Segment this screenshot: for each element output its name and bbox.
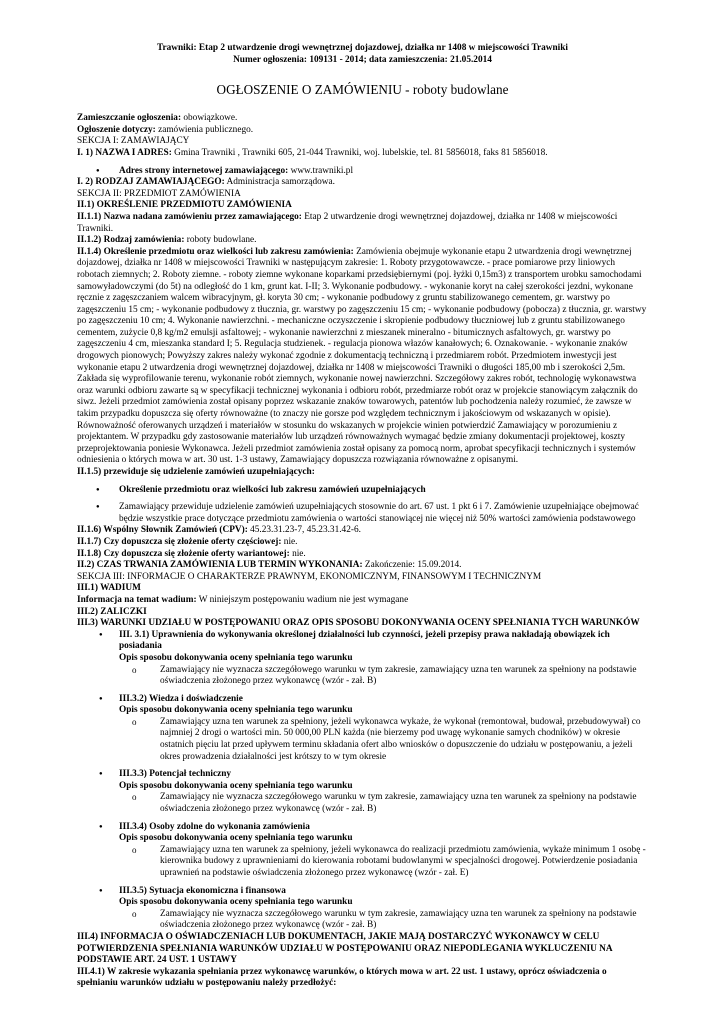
notice-concerns: Ogłoszenie dotyczy: zamówienia publicznego. xyxy=(77,124,254,135)
section-3-heading: SEKCJA III: INFORMACJE O CHARAKTERZE PRAWNYM, EKONOMICZNYM, FINANSOWYM I TECHNICZNYM xyxy=(77,571,542,582)
supplementary-bullet-2: ● Zamawiający przewiduje udzielenie zamówień uzupełniających stosownie do art. 67 ust. 1 pkt 6 i 7. Zamówienie uzupełniające obejmować będzie wszystkie prace dotyczące przedmiotu zamówienia o wartości stanowiącej nie więcej niż 50% wartości zamówienia podstawowego xyxy=(77,502,648,525)
condition-3: ● III.3.3) Potencjał techniczny Opis sposobu dokonywania oceny spełniania tego warunku xyxy=(77,769,648,792)
contract-scope: II.1.4) Określenie przedmiotu oraz wielkości lub zakresu zamówienia: Zamówienia obejmuje wykonanie etapu 2 utwardzenia drogi wewnętrznej dojazdowej, działka nr 1408 w miejscowości Trawniki w następującym zakresie: 1. Roboty przygotowawcze. - prace pomiarowe przy liniowych robotach ziemnych; 2. Roboty ziemne. - roboty ziemne wykonane koparkami przedsiębiernymi (poj. łyżki 0,15m3) z transportem urobku samochodami samowyładowczymi (do 5t) na odległość do 1 km, grunt kat. I-II; 3. Wykonanie podbudowy. - wykonanie koryt na całej szerokości jezdni, wykonane ręcznie z zagęszczaniem walcem wibracyjnym, gł. koryta 30 cm; - wykonanie podbudowy z gruntu stabilizowanego cementem, gr. warstwy po zagęszczeniu 15 cm; - wykonanie podbudowy z tłucznia, gr. warstwy po zagęszczeniu 15 cm; - wykonanie podbudowy (pobocza) z tłucznia, gr. warstwy po zagęszczeniu 10 cm; 4. Wykonanie nawierzchni. - mechaniczne oczyszczenie i skropienie podbudowy tłuczniowej lub z gruntu stabilizowanego cementem, zużycie 0,8 kg/m2 emulsji asfaltowej; - wykonanie nawierzchni z mieszanek mineralno - bitumicznych asfaltowych, gr. warstwy po zagęszczeniu 4 cm, mieszanka standard I; 5. Regulacja studzienek. - regulacja pionowa włazów kanałowych; 6. Oznakowanie. - wykonanie znaków drogowych pionowych; Powyższy zakres należy wykonać zgodnie z dokumentacją techniczną i przedmiarem robót. Przedmiotem inwestycji jest wykonanie etapu 2 utwardzenia drogi wewnętrznej dojazdowej, działka nr 1408 w miejscowości Trawniki o długości 185,00 mb i szerokości 2,5m. Zakłada się wyprofilowanie terenu, wykonanie robót ziemnych, wykonanie nowej nawierzchni. Szczegółowy zakres robót, technologię wykonawstwa oraz warunki odbioru zawarte są w specyfikacji technicznej wykonania i odbioru robót, przedmiarze robót oraz w projekcie stanowiącym załącznik do siwz. Jeżeli przedmiot zamówienia został opisany poprzez wskazanie znaków towarowych, patentów lub pochodzenia należy rozumieć, że zawsze w takim przypadku dopuszcza się oferty równoważne (to znaczy nie gorsze pod względem technicznym i jakościowym od wskazanych w opisie). Równoważność oferowanych urządzeń i materiałów w stosunku do wskazanych w projekcie winien potwierdzić Zamawiający w porozumieniu z projektantem. W przypadku gdy zastosowanie materiałów lub urządzeń równoważnych wymagać będzie zmiany dokumentacji projektowej, koszty przeprojektowania poniesie Wykonawca. Jeżeli przedmiot zamówienia został opisany za pomocą norm, aprobat specyfikacji technicznych i systemów odniesienia o których mowa w art. 30 ust. 1-3 ustawy, Zamawiający dopuszcza rozwiązania równoważne z opisanymi. xyxy=(77,246,647,466)
subject-heading: II.1) OKREŚLENIE PRZEDMIOTU ZAMÓWIENIA xyxy=(77,200,292,211)
documents-text: III.4.1) W zakresie wykazania spełniania przez wykonawcę warunków, o których mowa w art. 22 ust. 1 ustawy, oprócz oświadczenia o spełnianiu warunków udziału w postępowaniu należy przedłożyć: xyxy=(77,966,607,989)
section-2-heading: SEKCJA II: PRZEDMIOT ZAMÓWIENIA xyxy=(77,188,241,199)
documents-heading: III.4) INFORMACJA O OŚWIADCZENIACH LUB DOKUMENTACH, JAKIE MAJĄ DOSTARCZYĆ WYKONAWCY W CELU POTWIERDZENIA SPEŁNIANIA WARUNKÓW UDZIAŁU W POSTĘPOWANIU ORAZ NIEPODLEGANIA WYKLUCZENIU NA PODSTAWIE ART. 24 UST. 1 USTAWY xyxy=(77,931,613,966)
conditions-heading: III.3) WARUNKI UDZIAŁU W POSTĘPOWANIU ORAZ OPIS SPOSOBU DOKONYWANIA OCENY SPEŁNIANIA TYCH WARUNKÓW xyxy=(77,618,640,629)
contracting-authority-address: I. 1) NAZWA I ADRES: Gmina Trawniki , Trawniki 605, 21-044 Trawniki, woj. lubelskie, tel. 81 5856018, faks 81 5856018. xyxy=(77,147,548,158)
deposit-heading: III.1) WADIUM xyxy=(77,583,141,594)
contract-type: II.1.2) Rodzaj zamówienia: roboty budowlane. xyxy=(77,235,257,246)
deposit-info: Informacja na temat wadium: W niniejszym postępowaniu wadium nie jest wymagane xyxy=(77,594,409,605)
condition-5: ● III.3.5) Sytuacja ekonomiczna i finansowa Opis sposobu dokonywania oceny spełniania tego warunku xyxy=(77,886,648,909)
contract-name: II.1.1) Nazwa nadana zamówieniu przez zamawiającego: Etap 2 utwardzenie drogi wewnętrznej dojazdowej, działka nr 1408 w miejscowości Trawniki. xyxy=(77,211,618,234)
partial-offer: II.1.7) Czy dopuszcza się złożenie oferty częściowej: nie. xyxy=(77,536,298,547)
header-line-2: Numer ogłoszenia: 109131 - 2014; data zamieszczenia: 21.05.2014 xyxy=(233,54,492,65)
condition-5-text: o Zamawiający nie wyznacza szczegółowego warunku w tym zakresie, zamawiający uzna ten warunek za spełniony na podstawie oświadczenia złożonego przez wykonawcę (wzór - zał. B) xyxy=(77,909,648,932)
authority-type: I. 2) RODZAJ ZAMAWIAJĄCEGO: Administracja samorządowa. xyxy=(77,177,335,188)
header-line-1: Trawniki: Etap 2 utwardzenie drogi wewnętrznej dojazdowej, działka nr 1408 w miejscowości Trawniki xyxy=(156,43,569,53)
supplementary-orders-heading: II.1.5) przewiduje się udzielenie zamówień uzupełniających: xyxy=(77,467,315,477)
condition-1: ● III. 3.1) Uprawnienia do wykonywania określonej działalności lub czynności, jeżeli przepisy prawa nakładają obowiązek ich posiadania Opis sposobu dokonywania oceny spełniania tego warunku xyxy=(77,630,648,665)
condition-2: ● III.3.2) Wiedza i doświadczenie Opis sposobu dokonywania oceny spełniania tego warunku xyxy=(77,694,648,717)
condition-4-text: o Zamawiający uzna ten warunek za spełniony, jeżeli wykonawca do realizacji przedmiotu zamówienia, wykaże minimum 1 osobę - kierownika budowy z uprawnieniami do kierowania robotami budowlanymi w specjalności drogowej. Potwierdzenie posiadania uprawnień na podstawie oświadczenia złożonego przez wykonawcę (wzór - zał. E) xyxy=(77,845,648,880)
supplementary-bullet-1: ● Określenie przedmiotu oraz wielkości lub zakresu zamówień uzupełniających xyxy=(77,485,648,497)
variant-offer: II.1.8) Czy dopuszcza się złożenie oferty wariantowej: nie. xyxy=(77,548,306,559)
publication-type: Zamieszczanie ogłoszenia: obowiązkowe. xyxy=(77,113,238,124)
condition-3-text: o Zamawiający nie wyznacza szczegółowego warunku w tym zakresie, zamawiający uzna ten warunek za spełniony na podstawie oświadczenia złożonego przez wykonawcę (wzór - zał. B) xyxy=(77,792,648,815)
page-title: OGŁOSZENIE O ZAMÓWIENIU - roboty budowlane xyxy=(216,82,509,98)
duration: II.2) CZAS TRWANIA ZAMÓWIENIA LUB TERMIN WYKONANIA: Zakończenie: 15.09.2014. xyxy=(77,560,462,571)
website-link[interactable]: www.trawniki.pl xyxy=(288,165,354,176)
condition-1-text: o Zamawiający nie wyznacza szczegółowego warunku w tym zakresie, zamawiający uzna ten warunek za spełniony na podstawie oświadczenia złożonego przez wykonawcę (wzór - zał. B) xyxy=(77,665,648,688)
advance-heading: III.2) ZALICZKI xyxy=(77,606,147,617)
website-bullet: ● Adres strony internetowej zamawiającego: www.trawniki.pl xyxy=(77,166,648,178)
condition-4: ● III.3.4) Osoby zdolne do wykonania zamówienia Opis sposobu dokonywania oceny spełniania tego warunku xyxy=(77,822,648,845)
section-1-heading: SEKCJA I: ZAMAWIAJĄCY xyxy=(77,136,190,147)
condition-2-text: o Zamawiający uzna ten warunek za spełniony, jeżeli wykonawca wykaże, że wykonał (remontował, budował, przebudowywał) co najmniej 2 drogi o wartości min. 50 000,00 PLN każda (nie bierzemy pod uwagę wykonanie samych chodników) w okresie ostatnich pięciu lat przed upływem terminu składania ofert albo wniosków o dopuszczenie do udziału w postępowaniu, a jeżeli okres prowadzenia działalności jest krótszy to w tym okresie xyxy=(77,717,648,763)
cpv-codes: II.1.6) Wspólny Słownik Zamówień (CPV): 45.23.31.23-7, 45.23.31.42-6. xyxy=(77,525,361,536)
